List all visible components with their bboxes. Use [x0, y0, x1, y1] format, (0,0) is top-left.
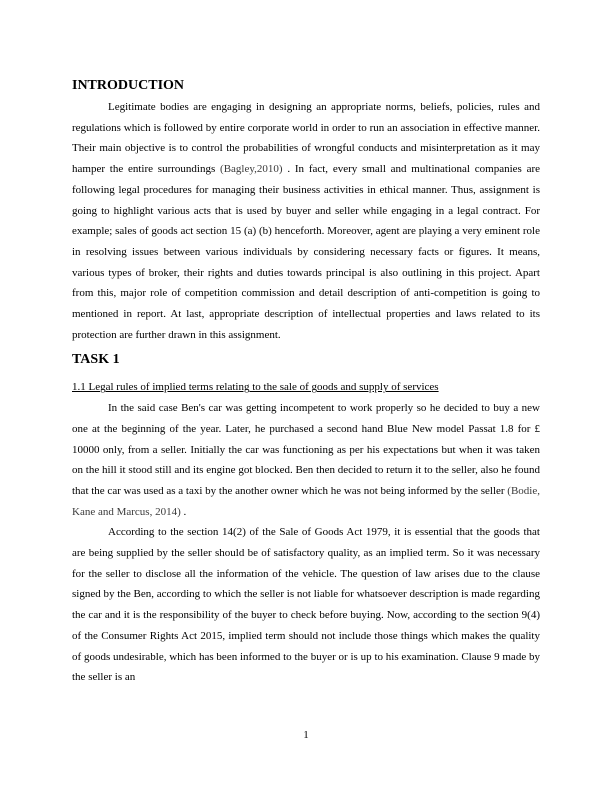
- page-content: [72, 76, 540, 688]
- page-number: 1: [303, 729, 309, 741]
- introduction-text-part-1: Legitimate bodies are engaging in designing an appropriate norms, beliefs, policies, rules and regulations which is followed by entire corporate world in order to run an association in effective manner. Their main objective is to control the probabilities of wrongful conducts and misinterpretation as it may hamper the entire surroundings: [72, 101, 540, 176]
- task1-paragraph-1-end: .: [180, 505, 187, 518]
- task1-heading: TASK 1: [72, 352, 120, 368]
- task1-paragraph-1: [72, 398, 540, 522]
- task1-subheading: 1.1 Legal rules of implied terms relating to the sale of goods and supply of services: [72, 381, 439, 394]
- task1-paragraph-1-citation: (Bodie, Kane and Marcus, 2014): [72, 484, 540, 518]
- task1-paragraph-1-text: In the said case Ben's car was getting incompetent to work properly so he decided to buy a new one at the beginning of the year. Later, he purchased a second hand Blue New model Passat 1.8 for £ 10000 only, from a seller. Initially the car was functioning as per his expectations but when it was taken on the hill it stood still and its engine got blocked. Ben then decided to return it to the seller, also he found that the car was used as a taxi by the another owner which he was not being informed by the seller: [72, 402, 540, 497]
- introduction-heading: INTRODUCTION: [72, 78, 185, 93]
- task1-paragraph-2: According to the section 14(2) of the Sale of Goods Act 1979, it is essential that the goods that are being supplied by the seller should be of satisfactory quality, as an implied term. So it was necessary for the seller to disclose all the information of the vehicle. The question of law arises due to the clause signed by the Ben, according to which the seller is not liable for whatsoever description is made regarding the car and it is the responsibility of the buyer to check before buying. Now, according to the section 9(4) of the Consumer Rights Act 2015, implied term should not include those things which makes the quality of goods undesirable, which has been informed to the buyer or is up to his examination. Clause 9 made by the seller is an: [72, 526, 540, 684]
- introduction-citation: (Bagley,2010): [220, 163, 283, 176]
- introduction-paragraph: [72, 97, 540, 345]
- introduction-text-part-2: . In fact, every small and multinational companies are following legal procedures for managing their business activities in ethical manner. Thus, assignment is going to highlight various acts that is used by buyer and seller while engaging in a legal contract. For example; sales of goods act section 15 (a) (b) henceforth. Moreover, agent are playing a very eminent role in resolving issues between various individuals by considering necessary facts or figures. It means, various types of broker, their rights and duties towards principal is also outlining in this project. Apart from this, major role of competition commission and detail description of anti-competition is going to mentioned in report. At last, appropriate description of intellectual properties and laws related to its protection are further drawn in this assignment.: [72, 163, 540, 341]
